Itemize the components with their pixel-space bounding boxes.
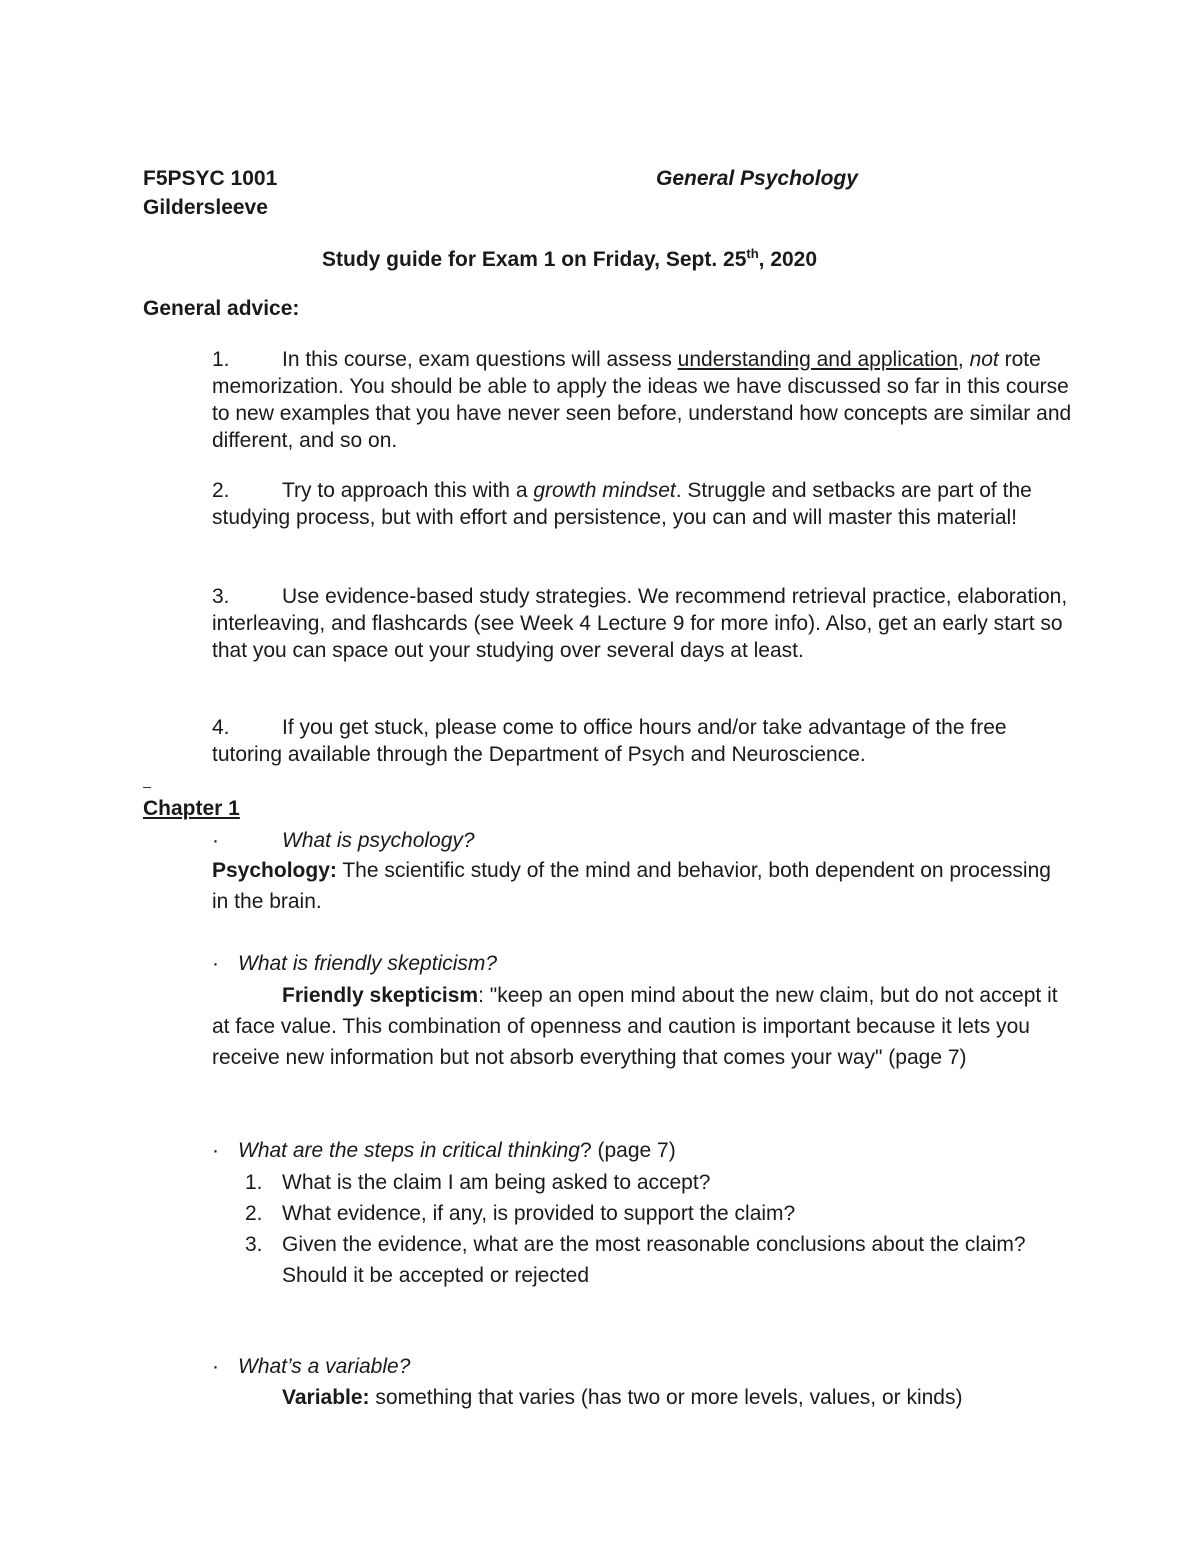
- list-item: [245, 1167, 1065, 1198]
- definition-text: something that varies (has two or more levels, values, or kinds): [369, 1386, 963, 1409]
- advice-text: . Struggle and setbacks are part of the studying process, but with effort and persistence, you can and will master this material!: [212, 479, 1032, 529]
- advice-item-2: [212, 477, 1072, 531]
- title-sup: th: [746, 246, 759, 261]
- question-suffix: ? (page 7): [580, 1139, 676, 1162]
- advice-text: If you get stuck, please come to office hours and/or take advantage of the free tutoring available through the Department of Psych and Neuroscience.: [212, 716, 1007, 766]
- advice-num: 2.: [212, 479, 230, 502]
- question-3: [212, 1137, 676, 1164]
- definition-term: Friendly skepticism: [282, 984, 479, 1007]
- title-suffix: , 2020: [758, 248, 818, 271]
- question-text: What is psychology?: [282, 829, 475, 852]
- advice-text: rote memorization. You should be able to apply the ideas we have discussed so far in this course to new examples that you have never seen before, understand how concepts are similar and different, and so on.: [212, 348, 1072, 452]
- advice-num: 4.: [212, 716, 230, 739]
- step-text: What evidence, if any, is provided to support the claim?: [282, 1202, 796, 1225]
- definition-term: Variable:: [282, 1386, 370, 1409]
- list-item: [245, 1198, 1065, 1229]
- advice-text: Use evidence-based study strategies. We recommend retrieval practice, elaboration, interleaving, and flashcards (see Week 4 Lecture 9 for more info). Also, get an early start so that you can space out your studying over several days at least.: [212, 585, 1068, 662]
- question-text: What is friendly skepticism?: [238, 952, 498, 975]
- list-item: [245, 1229, 1065, 1291]
- title-prefix: Study guide for Exam 1 on Friday, Sept. 25: [322, 248, 747, 271]
- definition-psychology: [212, 855, 1072, 917]
- course-name: General Psychology: [656, 167, 858, 190]
- step-text: Given the evidence, what are the most reasonable conclusions about the claim? Should it be accepted or rejected: [282, 1233, 1026, 1287]
- question-text: What’s a variable?: [238, 1355, 411, 1378]
- instructor-name: Gildersleeve: [143, 196, 268, 219]
- chapter-1-heading: Chapter 1: [143, 797, 240, 820]
- bullet: ·: [212, 1139, 219, 1162]
- advice-text: Try to approach this with a: [282, 479, 534, 502]
- advice-italic: growth mindset: [533, 479, 676, 502]
- advice-text: In this course, exam questions will assess: [282, 348, 678, 371]
- question-text: What are the steps in critical thinking: [238, 1139, 580, 1162]
- step-text: What is the claim I am being asked to accept?: [282, 1171, 711, 1194]
- advice-item-1: [212, 346, 1072, 454]
- advice-item-4: [212, 714, 1072, 768]
- divider-mark: [143, 787, 151, 788]
- question-4: [212, 1353, 410, 1380]
- step-num: 2.: [245, 1202, 263, 1225]
- advice-item-3: [212, 583, 1072, 664]
- bullet: ·: [212, 952, 219, 975]
- advice-italic: not: [969, 348, 999, 371]
- bullet: ·: [212, 829, 219, 852]
- definition-friendly-skepticism: [212, 980, 1072, 1073]
- definition-variable: [282, 1384, 962, 1411]
- advice-num: 1.: [212, 348, 230, 371]
- step-num: 1.: [245, 1171, 263, 1194]
- advice-text: ,: [957, 348, 964, 371]
- question-1: [212, 827, 475, 854]
- step-num: 3.: [245, 1233, 263, 1256]
- critical-thinking-steps: [245, 1167, 1065, 1291]
- advice-num: 3.: [212, 585, 230, 608]
- definition-text: : "keep an open mind about the new claim, but do not accept it at face value. This combination of openness and caution is important because it lets you receive new information but not absorb everything that comes your way" (page 7): [212, 984, 1058, 1069]
- bullet: ·: [212, 1355, 219, 1378]
- general-advice-heading: General advice:: [143, 297, 300, 320]
- definition-term: Psychology:: [212, 859, 337, 882]
- advice-underlined: understanding and application: [677, 348, 958, 371]
- course-code: F5PSYC 1001: [143, 167, 278, 190]
- question-2: [212, 950, 497, 977]
- page-title: [322, 246, 817, 272]
- definition-text: The scientific study of the mind and behavior, both dependent on processing in the brain.: [212, 859, 1051, 913]
